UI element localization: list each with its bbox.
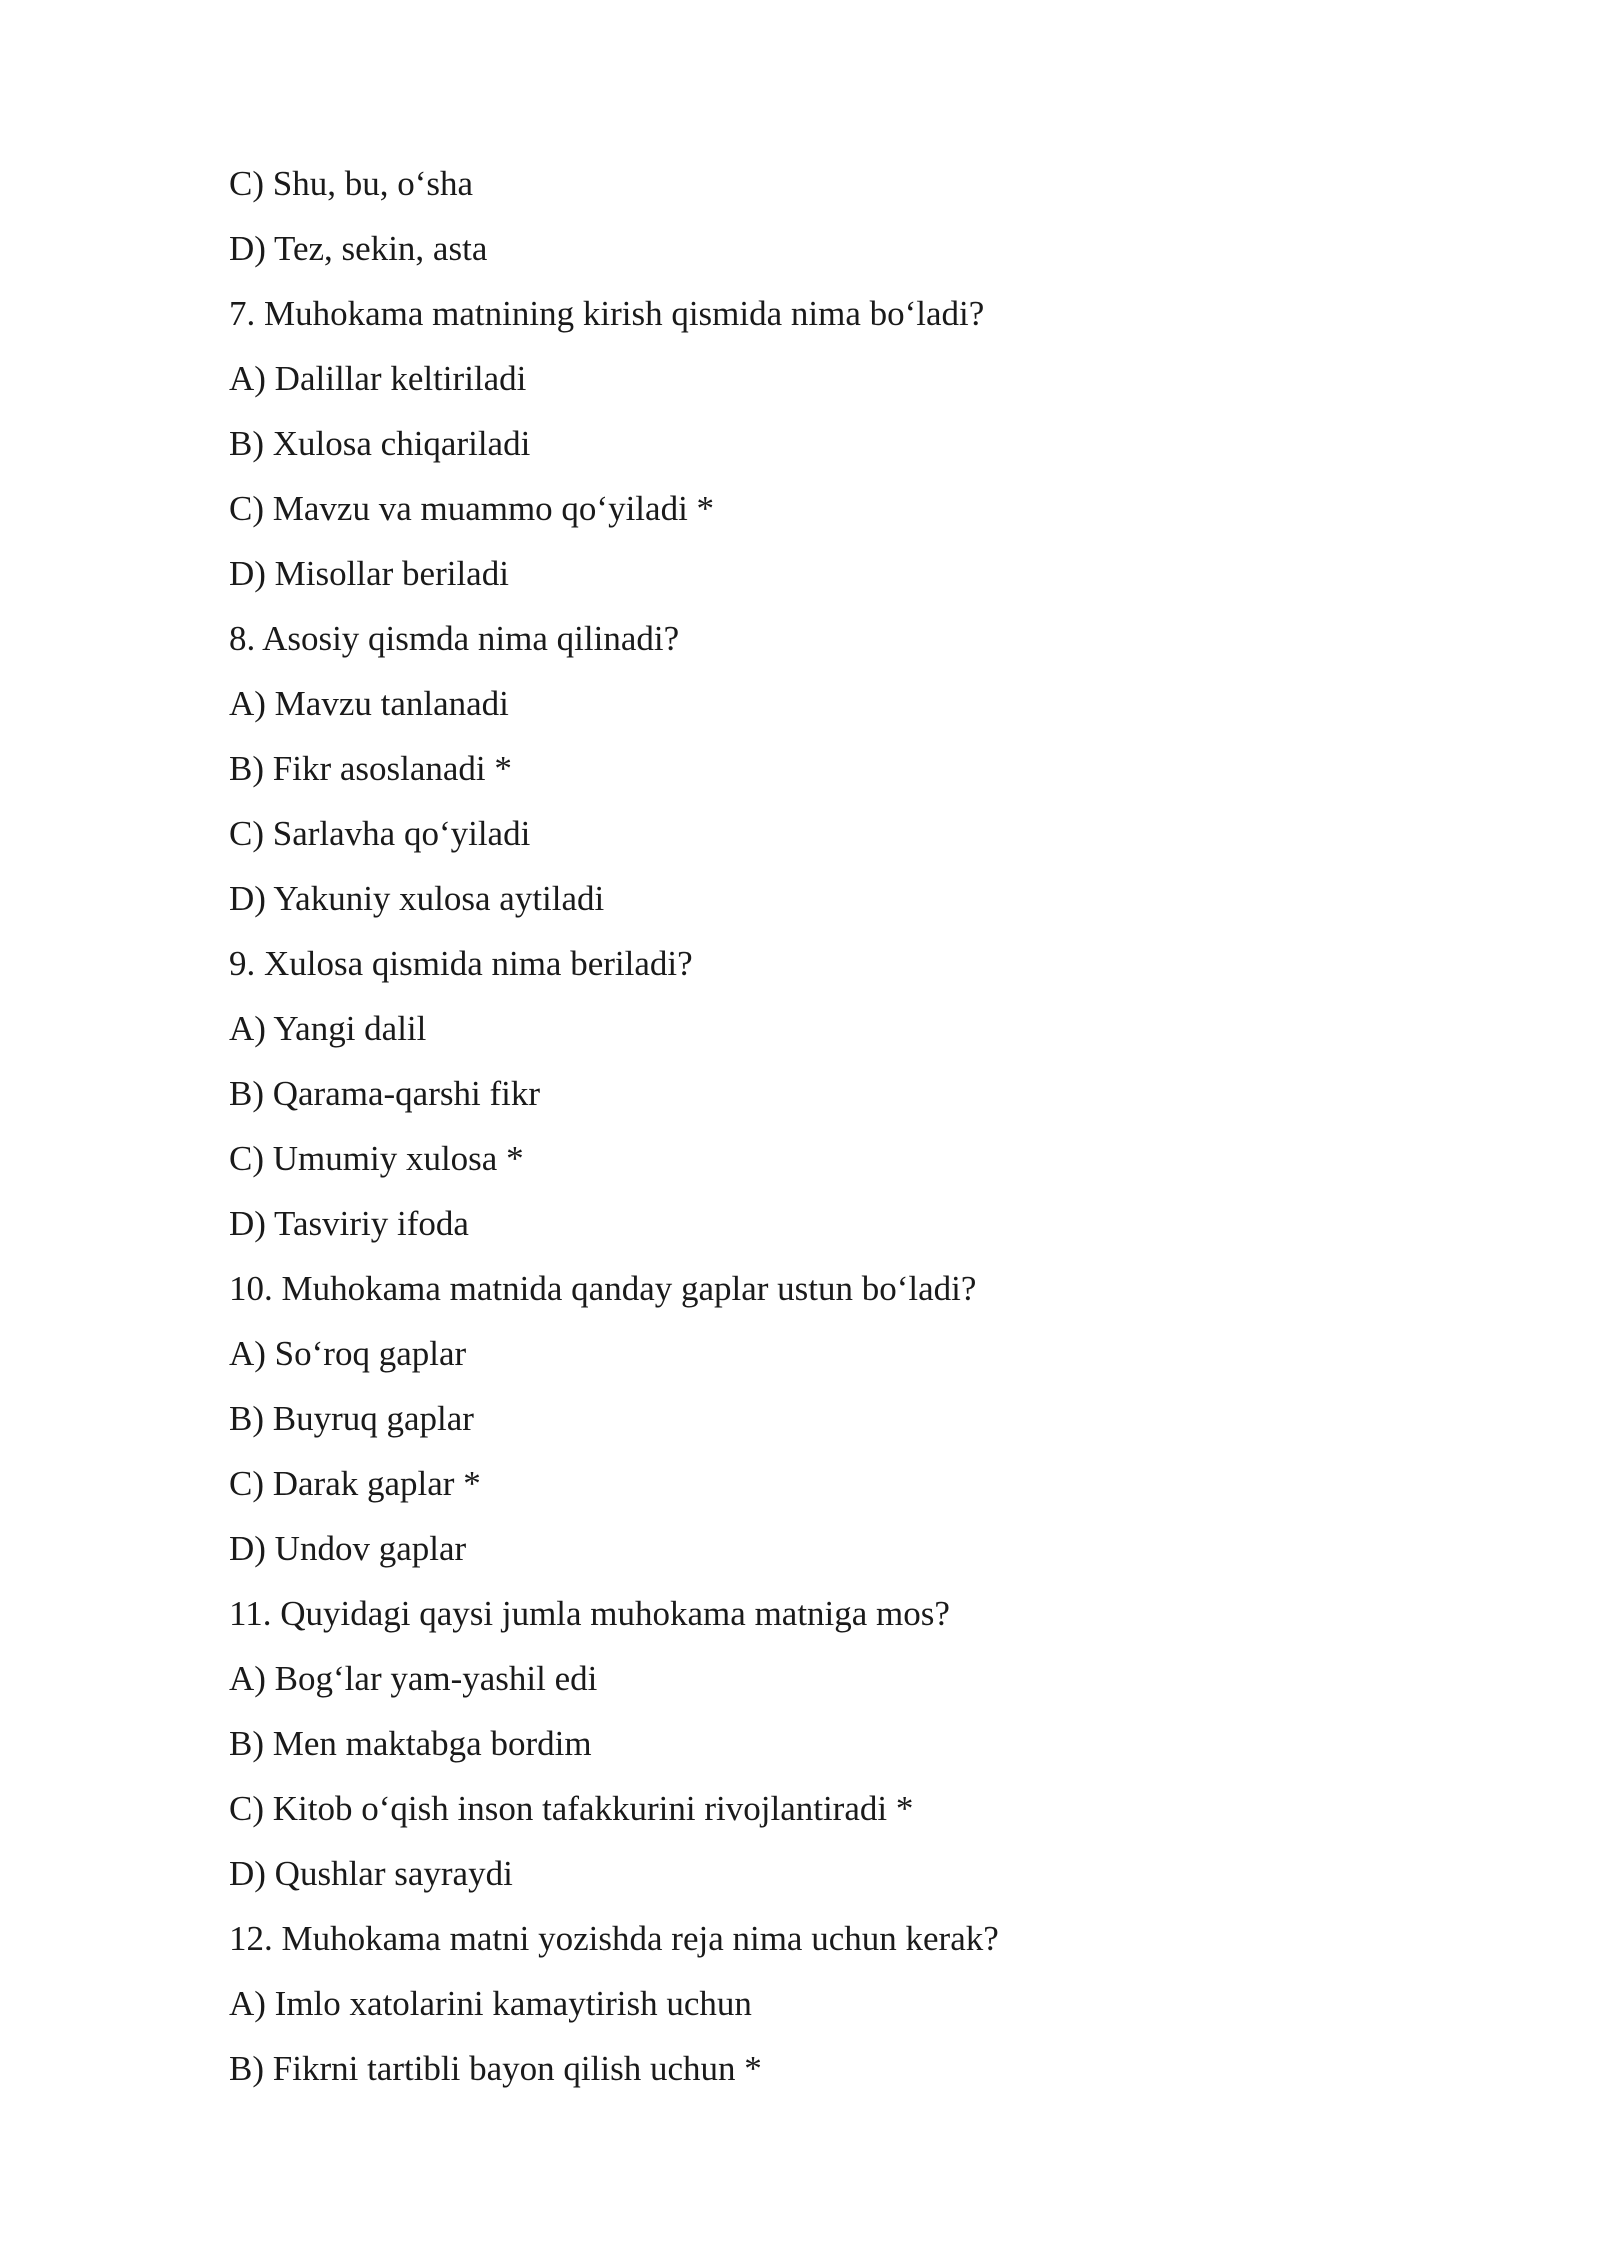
answer-option: A) Yangi dalil [229,1009,427,1048]
question: 9. Xulosa qismida nima beriladi? [229,944,693,983]
answer-option: B) Men maktabga bordim [229,1724,592,1763]
quiz-content [229,151,1429,2101]
answer-option: D) Yakuniy xulosa aytiladi [229,879,605,918]
question: 8. Asosiy qismda nima qilinadi? [229,619,680,658]
answer-option: D) Misollar beriladi [229,554,509,593]
answer-option: A) Dalillar keltiriladi [229,359,527,398]
answer-option: D) Qushlar sayraydi [229,1854,513,1893]
answer-option: B) Xulosa chiqariladi [229,424,531,463]
answer-option: C) Sarlavha qo‘yiladi [229,814,531,853]
answer-option: C) Darak gaplar * [229,1464,481,1503]
answer-option: C) Shu, bu, o‘sha [229,164,474,203]
answer-option: D) Undov gaplar [229,1529,467,1568]
question: 12. Muhokama matni yozishda reja nima uchun kerak? [229,1919,999,1958]
question: 11. Quyidagi qaysi jumla muhokama matniga mos? [229,1594,950,1633]
answer-option: B) Buyruq gaplar [229,1399,474,1438]
answer-option: A) Bog‘lar yam-yashil edi [229,1659,598,1698]
answer-option: C) Mavzu va muammo qo‘yiladi * [229,489,715,528]
answer-option: D) Tez, sekin, asta [229,229,488,268]
answer-option: B) Fikr asoslanadi * [229,749,512,788]
answer-option: B) Fikrni tartibli bayon qilish uchun * [229,2049,762,2088]
answer-option: A) Mavzu tanlanadi [229,684,509,723]
answer-option: B) Qarama-qarshi fikr [229,1074,540,1113]
answer-option: C) Kitob o‘qish inson tafakkurini rivojlantiradi * [229,1789,914,1828]
question: 10. Muhokama matnida qanday gaplar ustun bo‘ladi? [229,1269,977,1308]
answer-option: A) Imlo xatolarini kamaytirish uchun [229,1984,752,2023]
answer-option: A) So‘roq gaplar [229,1334,467,1373]
question: 7. Muhokama matnining kirish qismida nima bo‘ladi? [229,294,985,333]
answer-option: D) Tasviriy ifoda [229,1204,469,1243]
answer-option: C) Umumiy xulosa * [229,1139,524,1178]
